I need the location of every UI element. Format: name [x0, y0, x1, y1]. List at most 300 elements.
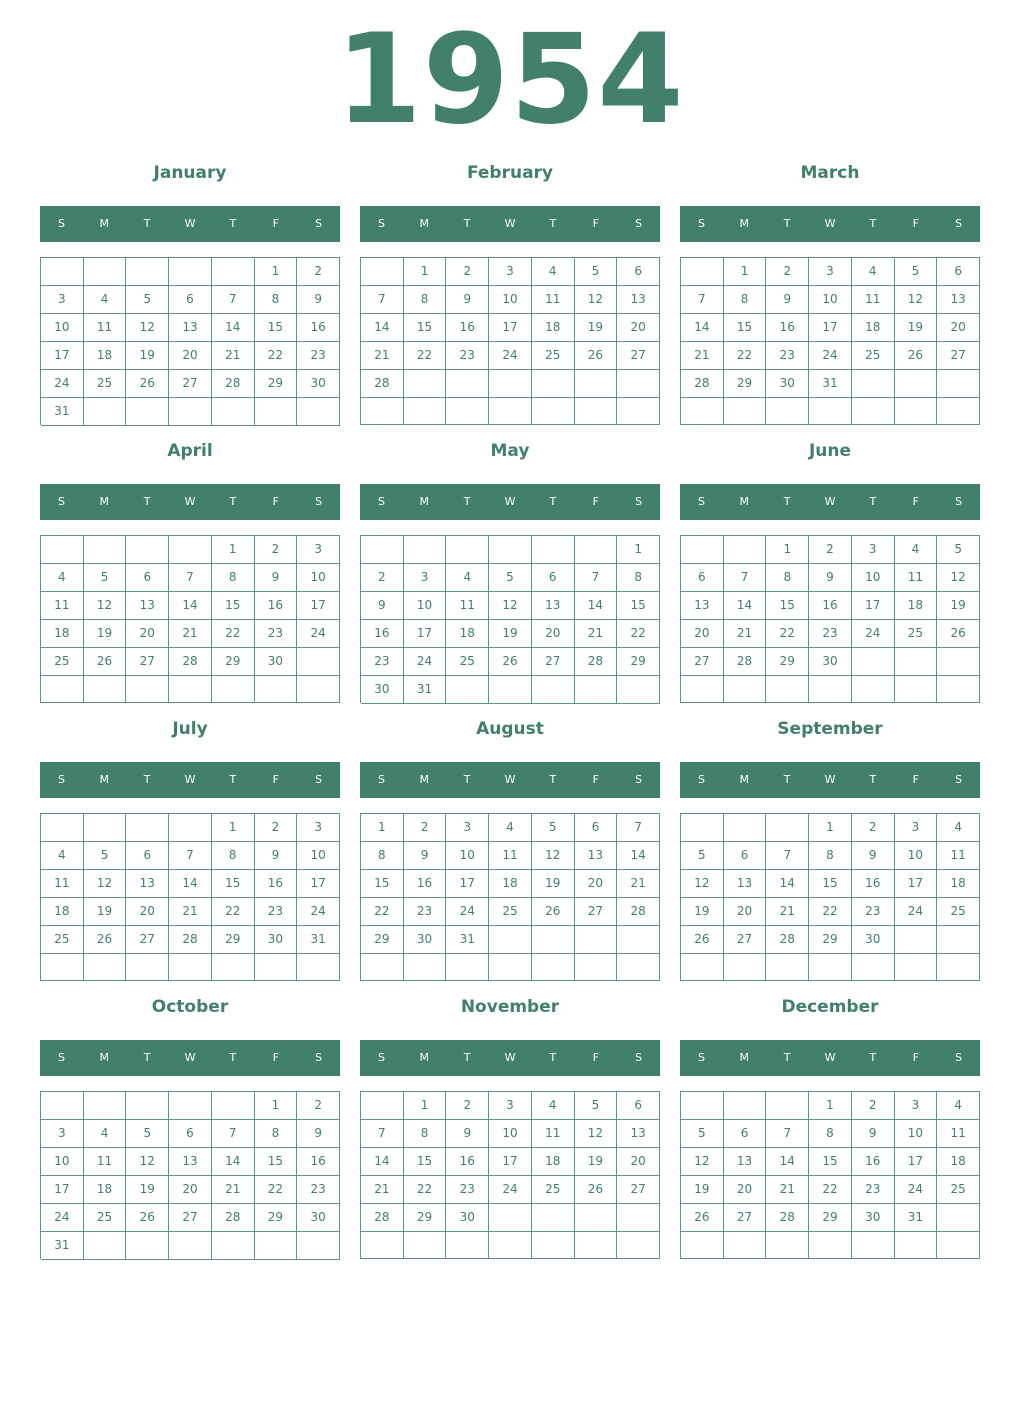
day-cell: 18	[937, 870, 980, 898]
day-cell: 5	[126, 286, 169, 314]
weekday-label: T	[143, 495, 151, 508]
day-cell: 27	[575, 898, 618, 926]
weekday-header	[680, 484, 980, 520]
day-cell: 26	[895, 342, 938, 370]
empty-day-cell	[212, 1232, 255, 1260]
empty-day-cell	[681, 676, 724, 703]
weekday-label: W	[504, 1051, 516, 1064]
day-cell: 22	[724, 342, 767, 370]
day-cell: 7	[617, 814, 660, 842]
day-cell: 11	[84, 1148, 127, 1176]
day-cell: 4	[446, 564, 489, 592]
day-cell: 13	[617, 286, 660, 314]
day-cell: 25	[937, 898, 980, 926]
weekday-label: T	[229, 773, 237, 786]
day-cell: 11	[852, 286, 895, 314]
weekday-header	[40, 484, 340, 520]
day-cell: 7	[361, 1120, 404, 1148]
day-cell: 29	[255, 370, 298, 398]
day-cell: 28	[766, 926, 809, 954]
day-cell: 20	[681, 620, 724, 648]
weekday-label: F	[912, 1051, 919, 1064]
empty-day-cell	[724, 814, 767, 842]
day-cell: 26	[84, 926, 127, 954]
day-cell: 11	[446, 592, 489, 620]
day-cell: 14	[361, 314, 404, 342]
day-cell: 6	[724, 1120, 767, 1148]
weekday-label: W	[824, 495, 836, 508]
day-cell: 2	[297, 1092, 340, 1120]
day-cell: 2	[255, 536, 298, 564]
day-cell: 23	[852, 898, 895, 926]
day-cell: 2	[852, 814, 895, 842]
day-cell: 11	[895, 564, 938, 592]
empty-day-cell	[212, 258, 255, 286]
day-cell: 3	[489, 258, 532, 286]
day-cell: 25	[532, 342, 575, 370]
day-cell: 12	[681, 870, 724, 898]
day-cell: 25	[852, 342, 895, 370]
day-cell: 19	[489, 620, 532, 648]
day-cell: 13	[169, 314, 212, 342]
weekday-label: M	[739, 495, 750, 508]
weekday-label: S	[955, 217, 963, 230]
empty-day-cell	[489, 676, 532, 704]
weekday-label: S	[635, 495, 643, 508]
day-cell: 1	[724, 258, 767, 286]
day-cell: 10	[41, 314, 84, 342]
day-cell: 6	[575, 814, 618, 842]
day-cell: 28	[681, 370, 724, 398]
empty-day-cell	[575, 536, 618, 564]
day-cell: 13	[724, 1148, 767, 1176]
empty-day-cell	[255, 1232, 298, 1260]
day-cell: 2	[404, 814, 447, 842]
day-cell: 6	[937, 258, 980, 286]
weekday-header	[680, 1040, 980, 1076]
day-cell: 31	[404, 676, 447, 704]
day-cell: 2	[446, 1092, 489, 1120]
day-cell: 19	[681, 1176, 724, 1204]
day-cell: 7	[766, 1120, 809, 1148]
year-title: 1954	[335, 8, 685, 152]
day-cell: 13	[575, 842, 618, 870]
day-cell: 7	[361, 286, 404, 314]
day-cell: 24	[489, 1176, 532, 1204]
weekday-label: W	[184, 495, 196, 508]
empty-day-cell	[809, 1232, 852, 1259]
day-cell: 10	[489, 1120, 532, 1148]
day-cell: 28	[766, 1204, 809, 1232]
day-cell: 22	[404, 342, 447, 370]
weekday-label: W	[824, 773, 836, 786]
day-cell: 12	[895, 286, 938, 314]
empty-day-cell	[937, 926, 980, 954]
day-cell: 20	[169, 1176, 212, 1204]
empty-day-cell	[169, 814, 212, 842]
weekday-label: T	[229, 217, 237, 230]
empty-day-cell	[532, 676, 575, 704]
month-name: August	[476, 719, 544, 739]
weekday-label: S	[57, 773, 65, 786]
day-cell: 9	[255, 842, 298, 870]
day-cell: 25	[446, 648, 489, 676]
day-cell: 27	[169, 370, 212, 398]
day-cell: 25	[532, 1176, 575, 1204]
day-cell: 6	[724, 842, 767, 870]
empty-day-cell	[446, 1232, 489, 1259]
day-grid	[360, 1091, 660, 1259]
weekday-label: T	[463, 217, 471, 230]
day-cell: 25	[41, 648, 84, 676]
empty-day-cell	[724, 1092, 767, 1120]
empty-day-cell	[41, 676, 84, 703]
day-cell: 1	[404, 1092, 447, 1120]
day-cell: 27	[126, 648, 169, 676]
weekday-label: S	[57, 495, 65, 508]
day-cell: 19	[575, 1148, 618, 1176]
weekday-label: S	[635, 1051, 643, 1064]
empty-day-cell	[852, 1232, 895, 1259]
empty-day-cell	[617, 398, 660, 425]
day-cell: 4	[937, 814, 980, 842]
day-cell: 9	[404, 842, 447, 870]
empty-day-cell	[724, 1232, 767, 1259]
empty-day-cell	[361, 258, 404, 286]
day-cell: 21	[617, 870, 660, 898]
day-cell: 14	[724, 592, 767, 620]
empty-day-cell	[766, 398, 809, 425]
empty-day-cell	[404, 370, 447, 398]
day-cell: 9	[852, 1120, 895, 1148]
day-cell: 16	[404, 870, 447, 898]
day-cell: 21	[681, 342, 724, 370]
empty-day-cell	[446, 676, 489, 704]
empty-day-cell	[724, 954, 767, 981]
day-cell: 23	[446, 342, 489, 370]
day-cell: 31	[809, 370, 852, 398]
day-cell: 29	[361, 926, 404, 954]
day-cell: 28	[212, 1204, 255, 1232]
day-cell: 6	[532, 564, 575, 592]
day-cell: 13	[126, 870, 169, 898]
day-cell: 13	[126, 592, 169, 620]
day-cell: 8	[404, 1120, 447, 1148]
empty-day-cell	[617, 1204, 660, 1232]
weekday-label: S	[697, 1051, 705, 1064]
day-cell: 11	[489, 842, 532, 870]
empty-day-cell	[937, 370, 980, 398]
day-cell: 9	[766, 286, 809, 314]
day-cell: 16	[446, 1148, 489, 1176]
day-cell: 9	[852, 842, 895, 870]
empty-day-cell	[575, 1232, 618, 1259]
day-cell: 25	[41, 926, 84, 954]
empty-day-cell	[852, 954, 895, 981]
day-cell: 22	[255, 1176, 298, 1204]
day-grid	[360, 813, 660, 981]
day-cell: 14	[575, 592, 618, 620]
day-cell: 13	[169, 1148, 212, 1176]
empty-day-cell	[404, 536, 447, 564]
day-grid	[40, 813, 340, 981]
day-cell: 27	[169, 1204, 212, 1232]
weekday-label: S	[697, 217, 705, 230]
day-cell: 20	[724, 898, 767, 926]
empty-day-cell	[681, 258, 724, 286]
day-grid	[680, 257, 980, 425]
day-cell: 7	[212, 286, 255, 314]
empty-day-cell	[724, 398, 767, 425]
weekday-label: F	[592, 773, 599, 786]
day-cell: 21	[724, 620, 767, 648]
empty-day-cell	[937, 1232, 980, 1259]
empty-day-cell	[41, 1092, 84, 1120]
day-cell: 22	[617, 620, 660, 648]
day-cell: 15	[212, 870, 255, 898]
day-cell: 24	[297, 620, 340, 648]
day-cell: 18	[532, 1148, 575, 1176]
empty-day-cell	[126, 676, 169, 703]
day-cell: 6	[617, 258, 660, 286]
weekday-label: S	[377, 1051, 385, 1064]
day-cell: 27	[617, 342, 660, 370]
empty-day-cell	[404, 398, 447, 425]
day-cell: 14	[766, 870, 809, 898]
weekday-header	[40, 762, 340, 798]
day-cell: 24	[809, 342, 852, 370]
day-grid	[360, 257, 660, 425]
weekday-label: W	[824, 217, 836, 230]
empty-day-cell	[681, 536, 724, 564]
day-cell: 25	[895, 620, 938, 648]
empty-day-cell	[575, 954, 618, 981]
day-cell: 14	[681, 314, 724, 342]
day-cell: 31	[297, 926, 340, 954]
day-cell: 16	[766, 314, 809, 342]
day-cell: 9	[446, 1120, 489, 1148]
day-cell: 18	[41, 898, 84, 926]
day-cell: 5	[84, 564, 127, 592]
empty-day-cell	[446, 370, 489, 398]
empty-day-cell	[852, 398, 895, 425]
day-cell: 13	[937, 286, 980, 314]
day-cell: 19	[532, 870, 575, 898]
empty-day-cell	[575, 1204, 618, 1232]
empty-day-cell	[937, 954, 980, 981]
empty-day-cell	[681, 1092, 724, 1120]
day-cell: 12	[126, 1148, 169, 1176]
empty-day-cell	[255, 676, 298, 703]
empty-day-cell	[84, 1092, 127, 1120]
day-cell: 26	[575, 342, 618, 370]
month-name: June	[808, 441, 852, 461]
day-cell: 28	[169, 648, 212, 676]
weekday-label: T	[143, 1051, 151, 1064]
day-cell: 27	[126, 926, 169, 954]
day-cell: 4	[84, 286, 127, 314]
empty-day-cell	[489, 1204, 532, 1232]
empty-day-cell	[617, 370, 660, 398]
empty-day-cell	[126, 954, 169, 981]
day-cell: 31	[895, 1204, 938, 1232]
day-cell: 23	[255, 898, 298, 926]
day-cell: 17	[895, 1148, 938, 1176]
weekday-label: W	[504, 773, 516, 786]
day-cell: 8	[212, 564, 255, 592]
day-cell: 17	[489, 1148, 532, 1176]
day-cell: 20	[169, 342, 212, 370]
empty-day-cell	[41, 814, 84, 842]
day-cell: 6	[617, 1092, 660, 1120]
day-cell: 8	[255, 286, 298, 314]
empty-day-cell	[361, 1232, 404, 1259]
day-cell: 5	[84, 842, 127, 870]
empty-day-cell	[126, 398, 169, 426]
day-cell: 18	[84, 1176, 127, 1204]
empty-day-cell	[361, 536, 404, 564]
day-cell: 10	[489, 286, 532, 314]
empty-day-cell	[766, 1092, 809, 1120]
day-cell: 3	[809, 258, 852, 286]
day-cell: 8	[255, 1120, 298, 1148]
weekday-label: M	[99, 217, 110, 230]
day-cell: 9	[361, 592, 404, 620]
day-cell: 10	[895, 842, 938, 870]
empty-day-cell	[809, 954, 852, 981]
weekday-label: M	[419, 217, 430, 230]
weekday-label: M	[99, 773, 110, 786]
day-cell: 21	[212, 1176, 255, 1204]
day-cell: 23	[361, 648, 404, 676]
day-grid	[680, 535, 980, 703]
day-cell: 14	[169, 870, 212, 898]
empty-day-cell	[532, 926, 575, 954]
weekday-label: F	[912, 495, 919, 508]
day-cell: 24	[297, 898, 340, 926]
day-cell: 17	[41, 1176, 84, 1204]
empty-day-cell	[681, 1232, 724, 1259]
empty-day-cell	[489, 954, 532, 981]
empty-day-cell	[895, 648, 938, 676]
empty-day-cell	[489, 1232, 532, 1259]
weekday-label: S	[697, 773, 705, 786]
day-cell: 22	[766, 620, 809, 648]
weekday-label: S	[635, 217, 643, 230]
empty-day-cell	[297, 648, 340, 676]
day-cell: 6	[126, 842, 169, 870]
day-cell: 26	[489, 648, 532, 676]
weekday-label: T	[549, 217, 557, 230]
day-cell: 6	[169, 1120, 212, 1148]
empty-day-cell	[297, 398, 340, 426]
day-cell: 18	[84, 342, 127, 370]
day-cell: 29	[212, 926, 255, 954]
day-cell: 5	[489, 564, 532, 592]
day-cell: 10	[297, 564, 340, 592]
day-cell: 18	[852, 314, 895, 342]
day-cell: 3	[446, 814, 489, 842]
empty-day-cell	[169, 258, 212, 286]
day-cell: 10	[297, 842, 340, 870]
day-cell: 20	[937, 314, 980, 342]
day-cell: 30	[255, 648, 298, 676]
day-cell: 11	[41, 592, 84, 620]
empty-day-cell	[724, 676, 767, 703]
day-cell: 12	[937, 564, 980, 592]
day-cell: 21	[212, 342, 255, 370]
day-cell: 14	[169, 592, 212, 620]
day-cell: 3	[297, 536, 340, 564]
day-cell: 23	[766, 342, 809, 370]
day-cell: 14	[617, 842, 660, 870]
day-cell: 16	[852, 870, 895, 898]
day-cell: 3	[404, 564, 447, 592]
day-cell: 23	[852, 1176, 895, 1204]
day-cell: 26	[681, 926, 724, 954]
day-cell: 16	[255, 592, 298, 620]
day-grid	[680, 1091, 980, 1259]
month-name: October	[151, 997, 229, 1017]
day-cell: 21	[575, 620, 618, 648]
weekday-label: T	[783, 217, 791, 230]
day-cell: 10	[809, 286, 852, 314]
day-cell: 26	[126, 1204, 169, 1232]
empty-day-cell	[766, 954, 809, 981]
month-name: September	[777, 719, 883, 739]
day-cell: 19	[84, 620, 127, 648]
empty-day-cell	[617, 1232, 660, 1259]
weekday-label: S	[315, 1051, 323, 1064]
empty-day-cell	[617, 926, 660, 954]
day-grid	[40, 257, 340, 425]
day-cell: 4	[489, 814, 532, 842]
day-cell: 9	[297, 1120, 340, 1148]
weekday-label: F	[272, 495, 279, 508]
day-cell: 22	[809, 1176, 852, 1204]
weekday-header	[680, 762, 980, 798]
day-cell: 17	[489, 314, 532, 342]
day-cell: 29	[809, 1204, 852, 1232]
day-cell: 29	[404, 1204, 447, 1232]
empty-day-cell	[446, 536, 489, 564]
empty-day-cell	[617, 954, 660, 981]
weekday-label: S	[377, 773, 385, 786]
weekday-label: M	[419, 773, 430, 786]
day-cell: 1	[255, 1092, 298, 1120]
weekday-label: T	[783, 773, 791, 786]
day-cell: 4	[41, 842, 84, 870]
empty-day-cell	[895, 398, 938, 425]
day-cell: 1	[212, 814, 255, 842]
day-cell: 28	[169, 926, 212, 954]
empty-day-cell	[937, 648, 980, 676]
empty-day-cell	[361, 954, 404, 981]
empty-day-cell	[809, 398, 852, 425]
day-cell: 4	[532, 1092, 575, 1120]
day-cell: 4	[41, 564, 84, 592]
day-cell: 19	[681, 898, 724, 926]
weekday-label: W	[504, 217, 516, 230]
weekday-label: W	[824, 1051, 836, 1064]
day-cell: 26	[681, 1204, 724, 1232]
day-cell: 26	[937, 620, 980, 648]
empty-day-cell	[84, 1232, 127, 1260]
empty-day-cell	[84, 676, 127, 703]
weekday-label: T	[869, 495, 877, 508]
weekday-header	[360, 762, 660, 798]
day-cell: 20	[126, 898, 169, 926]
